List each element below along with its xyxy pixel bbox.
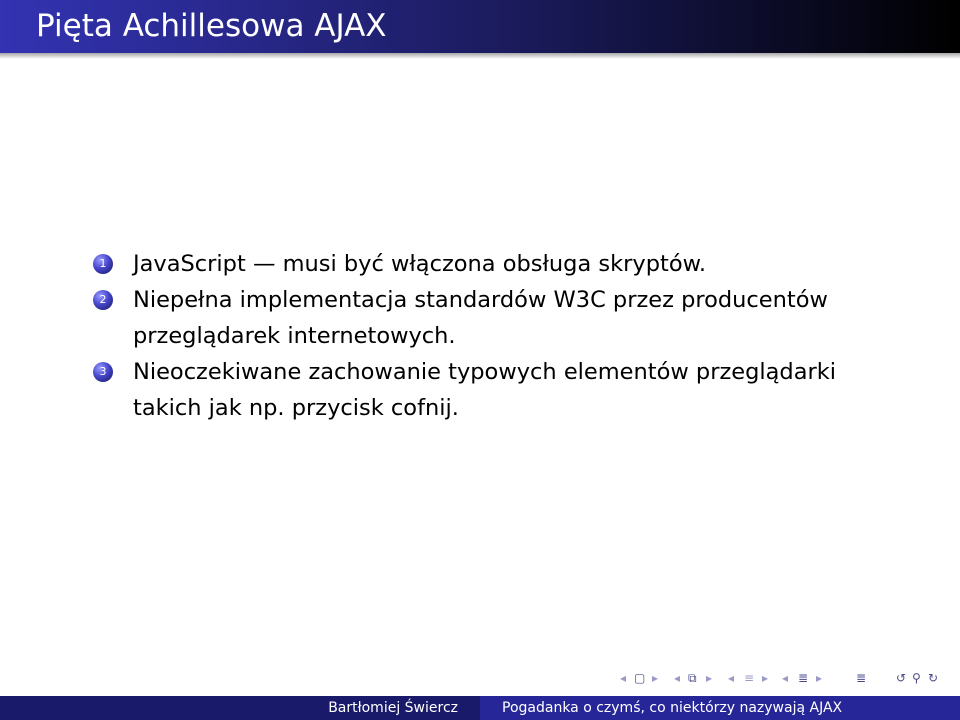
nav-search-icon[interactable]: ⚲ [912, 671, 921, 685]
nav-frame-icon[interactable]: ⧉ [688, 671, 697, 685]
footer-author-panel [0, 696, 480, 720]
nav-next-arrow-icon[interactable]: ▸ [652, 671, 659, 685]
footer-title-panel [480, 696, 960, 720]
item-text: Nieoczekiwane zachowanie typowych elementów przeglądarki takich jak np. przycisk cofnij. [133, 359, 837, 421]
footer [0, 696, 960, 720]
nav-prev-arrow-icon[interactable]: ◂ [620, 671, 627, 685]
frame-title-bar [0, 0, 960, 53]
title-bar-shadow [0, 53, 960, 59]
item-number-ball: 3 [93, 362, 113, 382]
list-item [93, 354, 893, 426]
item-number-ball: 1 [93, 254, 113, 274]
item-number-ball: 2 [93, 290, 113, 310]
nav-redo-icon[interactable]: ↻ [928, 671, 939, 685]
nav-toc-icon[interactable]: ≣ [856, 671, 867, 685]
nav-prev-arrow-icon[interactable]: ◂ [782, 671, 789, 685]
nav-slide-icon[interactable]: ▢ [634, 671, 646, 685]
footer-talk-title: Pogadanka o czymś, co niektórzy nazywają AJAX [502, 700, 843, 716]
footer-author: Bartłomiej Świercz [328, 700, 458, 716]
enumerated-list [93, 246, 893, 426]
list-item [93, 246, 893, 282]
nav-next-arrow-icon[interactable]: ▸ [706, 671, 713, 685]
nav-next-arrow-icon[interactable]: ▸ [762, 671, 769, 685]
nav-prev-arrow-icon[interactable]: ◂ [674, 671, 681, 685]
navigation-symbols [600, 669, 960, 693]
nav-prev-arrow-icon[interactable]: ◂ [728, 671, 735, 685]
nav-section-icon[interactable]: ≣ [798, 671, 809, 685]
item-text: Niepełna implementacja standardów W3C przez producentów przeglądarek internetowych. [133, 287, 828, 349]
nav-next-arrow-icon[interactable]: ▸ [816, 671, 823, 685]
frame-title: Pięta Achillesowa AJAX [36, 8, 387, 44]
item-text: JavaScript — musi być włączona obsługa skryptów. [133, 251, 707, 277]
nav-subsection-icon[interactable]: ≡ [744, 671, 755, 685]
list-item [93, 282, 893, 354]
nav-undo-icon[interactable]: ↺ [896, 671, 907, 685]
